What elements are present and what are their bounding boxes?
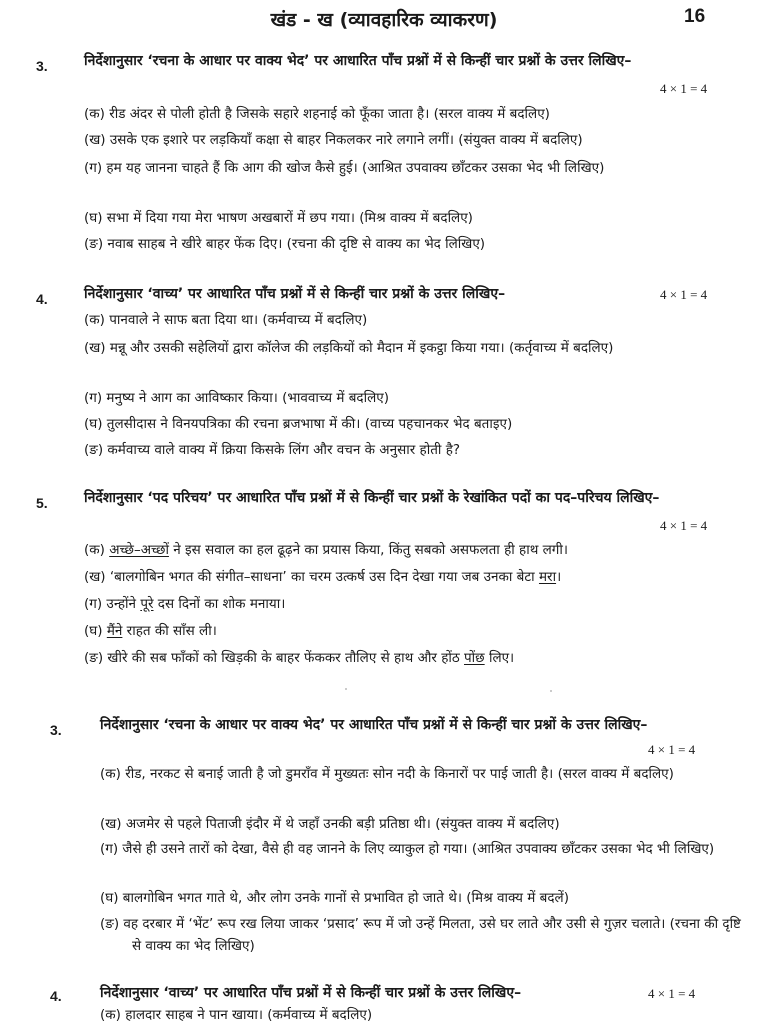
question-item: (ख) अजमेर से पहले पिताजी इंदौर में थे जहाँ उनकी बड़ी प्रतिष्ठा थी। (संयुक्त वाक्य में बदलिए) xyxy=(100,816,560,832)
question-instruction: निर्देशानुसार ‘वाच्य’ पर आधारित पाँच प्रश्नों में से किन्हीं चार प्रश्नों के उत्तर लिखिए– xyxy=(100,985,522,1001)
question-item: (क) अच्छे–अच्छों ने इस सवाल का हल ढूढ़ने का प्रयास किया, किंतु सबको असफलता ही हाथ लगी। xyxy=(84,542,568,558)
question-item: (ङ) कर्मवाच्य वाले वाक्य में क्रिया किसके लिंग और वचन के अनुसार होती है? xyxy=(84,442,461,458)
question-item: (क) पानवाले ने साफ बता दिया था। (कर्मवाच्य में बदलिए) xyxy=(84,312,368,328)
question-item: (घ) बालगोबिन भगत गाते थे, और लोग उनके गानों से प्रभावित हो जाते थे। (मिश्र वाक्य में बदलें) xyxy=(100,890,569,906)
question-item: (ग) उन्होंने पूरे दस दिनों का शोक मनाया। xyxy=(84,596,286,612)
question-item: (ङ) वह दरबार में ‘भेंट’ रूप रख लिया जाकर ‘प्रसाद’ रूप में जो उन्हें मिलता, उसे घर लाते और उसी से गुज़र चलाते। (रचना की दृष्टि से वाक्य का भेद लिखिए) xyxy=(100,916,741,954)
question-item: (ख) मन्नू और उसकी सहेलियों द्वारा कॉलेज की लड़कियों को मैदान में इकट्ठा किया गया। (कर्तृवाच्य में बदलिए) xyxy=(84,340,614,356)
question-item: (ङ) नवाब साहब ने खीरे बाहर फेंक दिए। (रचना की दृष्टि से वाक्य का भेद लिखिए) xyxy=(84,236,486,252)
question-item: (ग) जैसे ही उसने तारों को देखा, वैसे ही वह जानने के लिए व्याकुल हो गया। (आश्रित उपवाक्य छाँटकर उसका भेद भी लिखिए) xyxy=(100,841,715,857)
page-break-mark xyxy=(550,690,552,692)
underlined-word: पोंछ xyxy=(464,650,485,666)
question-item: (क) रीड, नरकट से बनाई जाती है जो डुमराँव में मुख्यतः सोन नदी के किनारों पर पाई जाती है। (सरल वाक्य में बदलिए) xyxy=(100,766,674,782)
underlined-word: पूरे xyxy=(140,596,154,612)
marks-label: 4 × 1 = 4 xyxy=(660,81,708,96)
page-title: खंड - ख (व्यावहारिक व्याकरण) xyxy=(270,9,498,31)
question-number: 3. xyxy=(50,722,62,738)
question-item: (घ) सभा में दिया गया मेरा भाषण अखबारों में छप गया। (मिश्र वाक्य में बदलिए) xyxy=(84,210,473,226)
question-number: 4. xyxy=(36,291,48,307)
question-item: (क) रीड अंदर से पोली होती है जिसके सहारे शहनाई को फूँका जाता है। (सरल वाक्य में बदलिए) xyxy=(84,106,550,122)
underlined-word: मैंने xyxy=(106,623,123,639)
marks-label: 4 × 1 = 4 xyxy=(660,287,708,302)
question-instruction: निर्देशानुसार ‘रचना के आधार पर वाक्य भेद’ पर आधारित पाँच प्रश्नों में से किन्हीं चार प्रश्नों के उत्तर लिखिए– xyxy=(84,53,632,69)
question-instruction: निर्देशानुसार ‘रचना के आधार पर वाक्य भेद’ पर आधारित पाँच प्रश्नों में से किन्हीं चार प्रश्नों के उत्तर लिखिए– xyxy=(100,717,648,733)
question-item: (घ) मैंने राहत की साँस ली। xyxy=(84,623,217,639)
question-item: (ग) मनुष्य ने आग का आविष्कार किया। (भाववाच्य में बदलिए) xyxy=(84,390,389,406)
question-item: (ख) उसके एक इशारे पर लड़कियाँ कक्षा से बाहर निकलकर नारे लगाने लगीं। (संयुक्त वाक्य में बदलिए) xyxy=(84,132,583,148)
question-item: (ख) ‘बालगोबिन भगत की संगीत–साधना’ का चरम उत्कर्ष उस दिन देखा गया जब उनका बेटा मरा। xyxy=(84,569,562,585)
question-instruction: निर्देशानुसार ‘वाच्य’ पर आधारित पाँच प्रश्नों में से किन्हीं चार प्रश्नों के उत्तर लिखिए– xyxy=(84,286,506,302)
question-item: (ग) हम यह जानना चाहते हैं कि आग की खोज कैसे हुई। (आश्रित उपवाक्य छाँटकर उसका भेद भी लिखिए) xyxy=(84,160,605,176)
question-number: 5. xyxy=(36,495,48,511)
question-item: (क) हालदार साहब ने पान खाया। (कर्मवाच्य में बदलिए) xyxy=(100,1007,373,1023)
marks-label: 4 × 1 = 4 xyxy=(648,986,696,1001)
question-instruction: निर्देशानुसार ‘पद परिचय’ पर आधारित पाँच प्रश्नों में से किन्हीं चार प्रश्नों के रेखांकित पदों का पद–परिचय लिखिए– xyxy=(84,490,660,506)
underlined-word: मरा xyxy=(538,569,557,585)
question-number: 4. xyxy=(50,988,62,1004)
question-number: 3. xyxy=(36,58,48,74)
question-item: (ङ) खीरे की सब फाँकों को खिड़की के बाहर फेंककर तौलिए से हाथ और होंठ पोंछ लिए। xyxy=(84,650,515,666)
marks-label: 4 × 1 = 4 xyxy=(660,518,708,533)
marks-label: 4 × 1 = 4 xyxy=(648,742,696,757)
page-break-mark xyxy=(345,688,347,690)
question-item: (घ) तुलसीदास ने विनयपत्रिका की रचना ब्रजभाषा में की। (वाच्य पहचानकर भेद बताइए) xyxy=(84,416,513,432)
page-number: 16 xyxy=(684,6,706,27)
underlined-word: अच्छे–अच्छों xyxy=(109,542,169,558)
